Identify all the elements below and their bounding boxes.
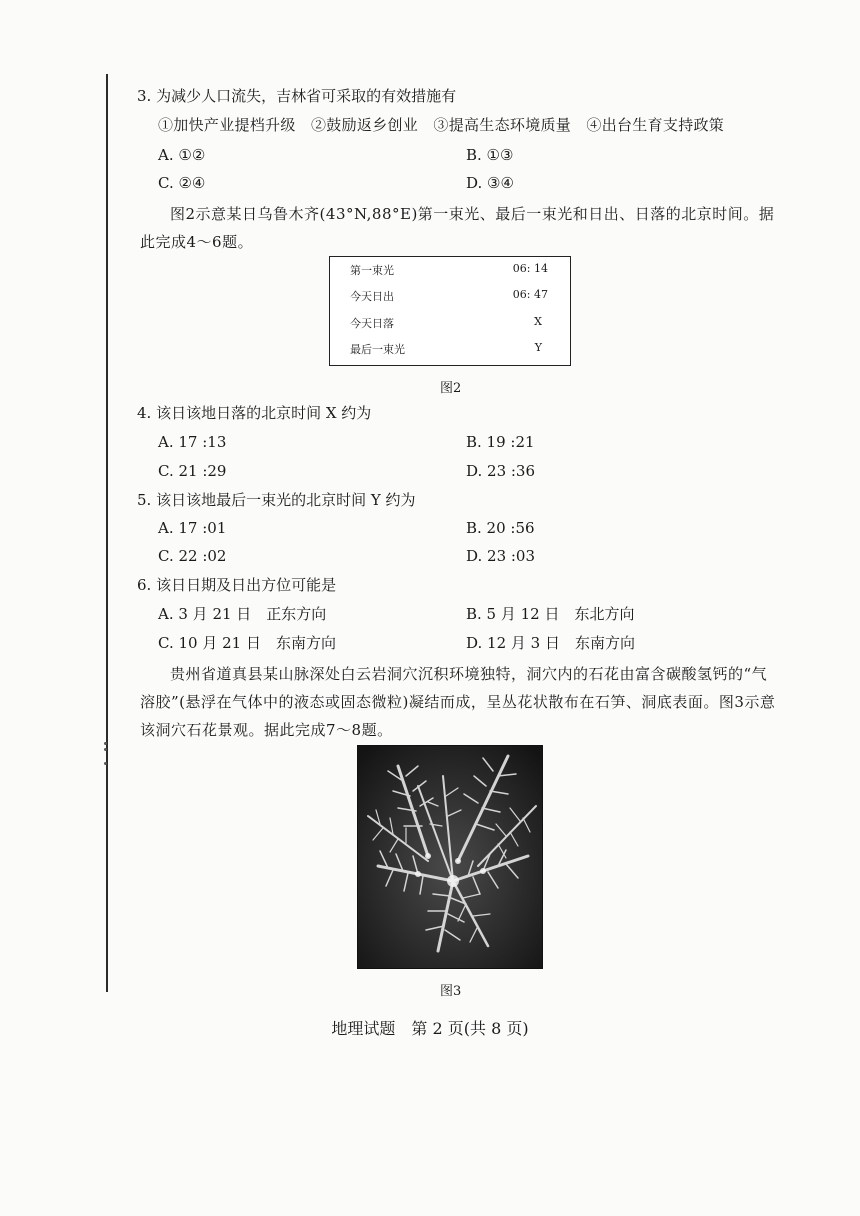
q6-option-d[interactable]: D. 12 月 3 日 东南方向	[466, 634, 635, 652]
q5-option-b[interactable]: B. 20 :56	[466, 519, 535, 537]
row-label: 最后一束光	[350, 343, 405, 356]
q6-option-c[interactable]: C. 10 月 21 日 东南方向	[158, 634, 336, 652]
row-value: 06: 14	[512, 262, 548, 275]
q3-stem: 3. 为减少人口流失，吉林省可采取的有效措施有	[137, 87, 457, 105]
q4-option-b[interactable]: B. 19 :21	[466, 433, 535, 451]
q3-option-a[interactable]: A. ①②	[158, 146, 206, 164]
row-value: Y	[534, 341, 542, 354]
q4-stem: 4. 该日该地日落的北京时间 X 约为	[137, 404, 372, 422]
q3-option-d[interactable]: D. ③④	[466, 174, 514, 192]
margin-dot	[104, 742, 107, 745]
row-label: 今天日出	[350, 290, 394, 303]
binding-margin-line	[106, 74, 108, 992]
q3-option-c[interactable]: C. ②④	[158, 174, 206, 192]
figure-2-caption: 图2	[440, 381, 462, 396]
table-row	[330, 341, 570, 361]
q5-stem: 5. 该日该地最后一束光的北京时间 Y 约为	[137, 491, 416, 509]
margin-dot	[104, 762, 107, 765]
row-value: 06: 47	[512, 288, 548, 301]
q4-option-a[interactable]: A. 17 :13	[158, 433, 227, 451]
figure-3-photo	[357, 745, 543, 969]
table-row	[330, 288, 570, 308]
q5-option-d[interactable]: D. 23 :03	[466, 547, 536, 565]
table-row	[330, 315, 570, 335]
q6-stem: 6. 该日日期及日出方位可能是	[137, 576, 337, 594]
q4-option-d[interactable]: D. 23 :36	[466, 462, 536, 480]
q6-option-b[interactable]: B. 5 月 12 日 东北方向	[466, 605, 635, 623]
q6-option-a[interactable]: A. 3 月 21 日 正东方向	[158, 605, 327, 623]
table-row	[330, 262, 570, 282]
row-value: X	[534, 315, 542, 328]
intro-figure-2: 图2示意某日乌鲁木齐(43°N,88°E)第一束光、最后一束光和日出、日落的北京时间。据此完成4～6题。	[140, 205, 775, 251]
page-footer: 地理试题 第 2 页(共 8 页)	[331, 1019, 529, 1038]
figure-2-table	[329, 256, 571, 366]
intro-figure-3: 贵州省道真县某山脉深处白云岩洞穴沉积环境独特，洞穴内的石花由富含碳酸氢钙的“气溶胶”(悬浮在气体中的液态或固态微粒)凝结而成，呈丛花状散布在石笋、洞底表面。图3示意该洞穴石花景观。据此完成7～8题。	[140, 665, 776, 739]
q5-option-c[interactable]: C. 22 :02	[158, 547, 227, 565]
q3-option-b[interactable]: B. ①③	[466, 146, 514, 164]
margin-dot	[104, 748, 107, 751]
row-label: 今天日落	[350, 317, 394, 330]
q4-option-c[interactable]: C. 21 :29	[158, 462, 227, 480]
q3-statements: ①加快产业提档升级 ②鼓励返乡创业 ③提高生态环境质量 ④出台生育支持政策	[158, 116, 725, 134]
figure-3-caption: 图3	[440, 984, 462, 999]
q5-option-a[interactable]: A. 17 :01	[158, 519, 227, 537]
stone-flower-image	[358, 746, 542, 968]
row-label: 第一束光	[350, 264, 394, 277]
